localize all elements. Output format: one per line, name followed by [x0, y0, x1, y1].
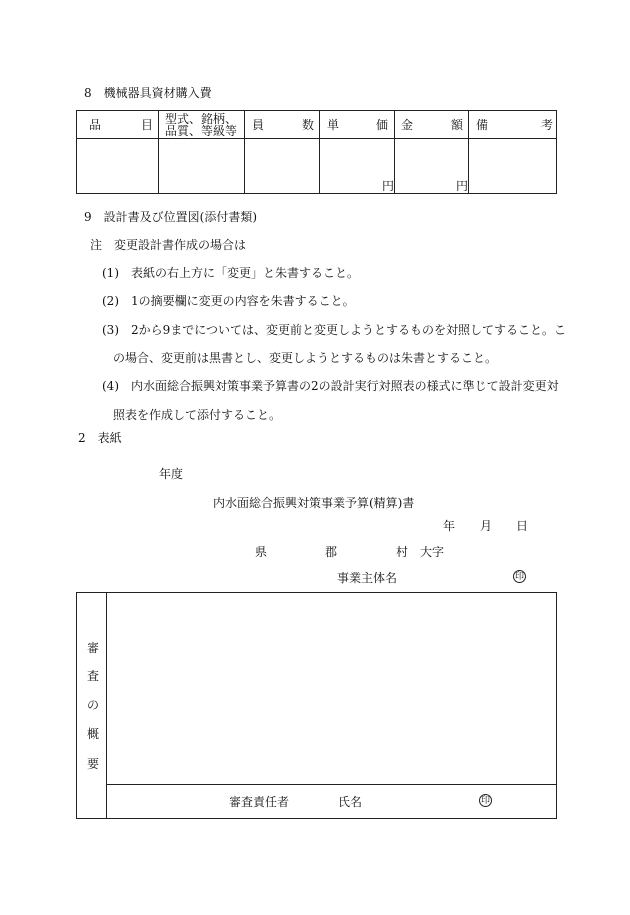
header-count-b: 数	[302, 118, 315, 132]
note-item-continuation: 照表を作成して添付すること。	[113, 408, 282, 422]
table-col-divider	[468, 111, 469, 193]
reviewer-seal-icon: 印	[480, 796, 490, 806]
header-item-b: 目	[141, 118, 154, 132]
unit-price-yen: 円	[382, 179, 395, 193]
table-col-divider	[319, 111, 320, 193]
header-remarks-b: 考	[541, 118, 554, 132]
header-model-line2: 品質、等級等	[165, 124, 238, 138]
table-col-divider	[394, 111, 395, 193]
reviewer-label: 審査責任者	[229, 795, 290, 809]
section-8-heading: 8 機械器具資材購入費	[84, 86, 212, 100]
entity-label: 事業主体名	[337, 571, 398, 585]
header-item-a: 品	[89, 118, 102, 132]
header-model-line1: 型式、銘柄、	[165, 112, 238, 126]
section-9-heading: 9 設計書及び位置図(添付書類)	[84, 210, 257, 224]
seal-icon: 印	[514, 572, 524, 582]
note-item: (2) 1の摘要欄に変更の内容を朱書すること。	[102, 294, 355, 308]
note-item-continuation: の場合、変更前は黒書とし、変更しようとするものは朱書とすること。	[113, 351, 498, 365]
address-county: 郡	[325, 545, 338, 559]
note-item: (3) 2から9までについては、変更前と変更しようとするものを対照してすること。こ	[102, 323, 567, 337]
address-aza: 大字	[420, 545, 445, 559]
table-header-separator	[77, 138, 556, 139]
address-prefecture: 県	[255, 545, 268, 559]
reviewer-name-label: 氏名	[338, 795, 363, 809]
review-box-footer-line	[106, 784, 556, 785]
review-box	[76, 592, 557, 819]
amount-yen: 円	[456, 179, 469, 193]
date-day: 日	[516, 519, 529, 533]
header-amount-a: 金	[401, 118, 414, 132]
note-item: (4) 内水面総合振興対策事業予算書の2の設計実行対照表の様式に準じて設計変更対	[102, 379, 559, 393]
table-col-divider	[244, 111, 245, 193]
cover-year-label: 年度	[159, 467, 184, 481]
review-vertical-char: の	[87, 698, 100, 712]
review-vertical-char: 査	[87, 669, 100, 683]
date-year: 年	[443, 519, 456, 533]
purchase-table	[76, 110, 557, 194]
table-col-divider	[158, 111, 159, 193]
header-amount-b: 額	[451, 118, 464, 132]
review-vertical-char: 概	[87, 727, 100, 741]
cover-title: 内水面総合振興対策事業予算(精算)書	[213, 496, 415, 510]
header-unit-price-b: 価	[376, 118, 389, 132]
note-item: (1) 表紙の右上方に「変更」と朱書すること。	[102, 266, 359, 280]
cover-heading: 2 表紙	[78, 431, 122, 445]
review-vertical-char: 審	[87, 641, 100, 655]
review-vertical-char: 要	[87, 757, 100, 771]
notes-title: 注 変更設計書作成の場合は	[90, 238, 247, 252]
header-remarks-a: 備	[476, 118, 489, 132]
address-village: 村	[396, 545, 409, 559]
header-unit-price-a: 単	[327, 118, 340, 132]
header-count-a: 員	[252, 118, 265, 132]
date-month: 月	[480, 519, 493, 533]
